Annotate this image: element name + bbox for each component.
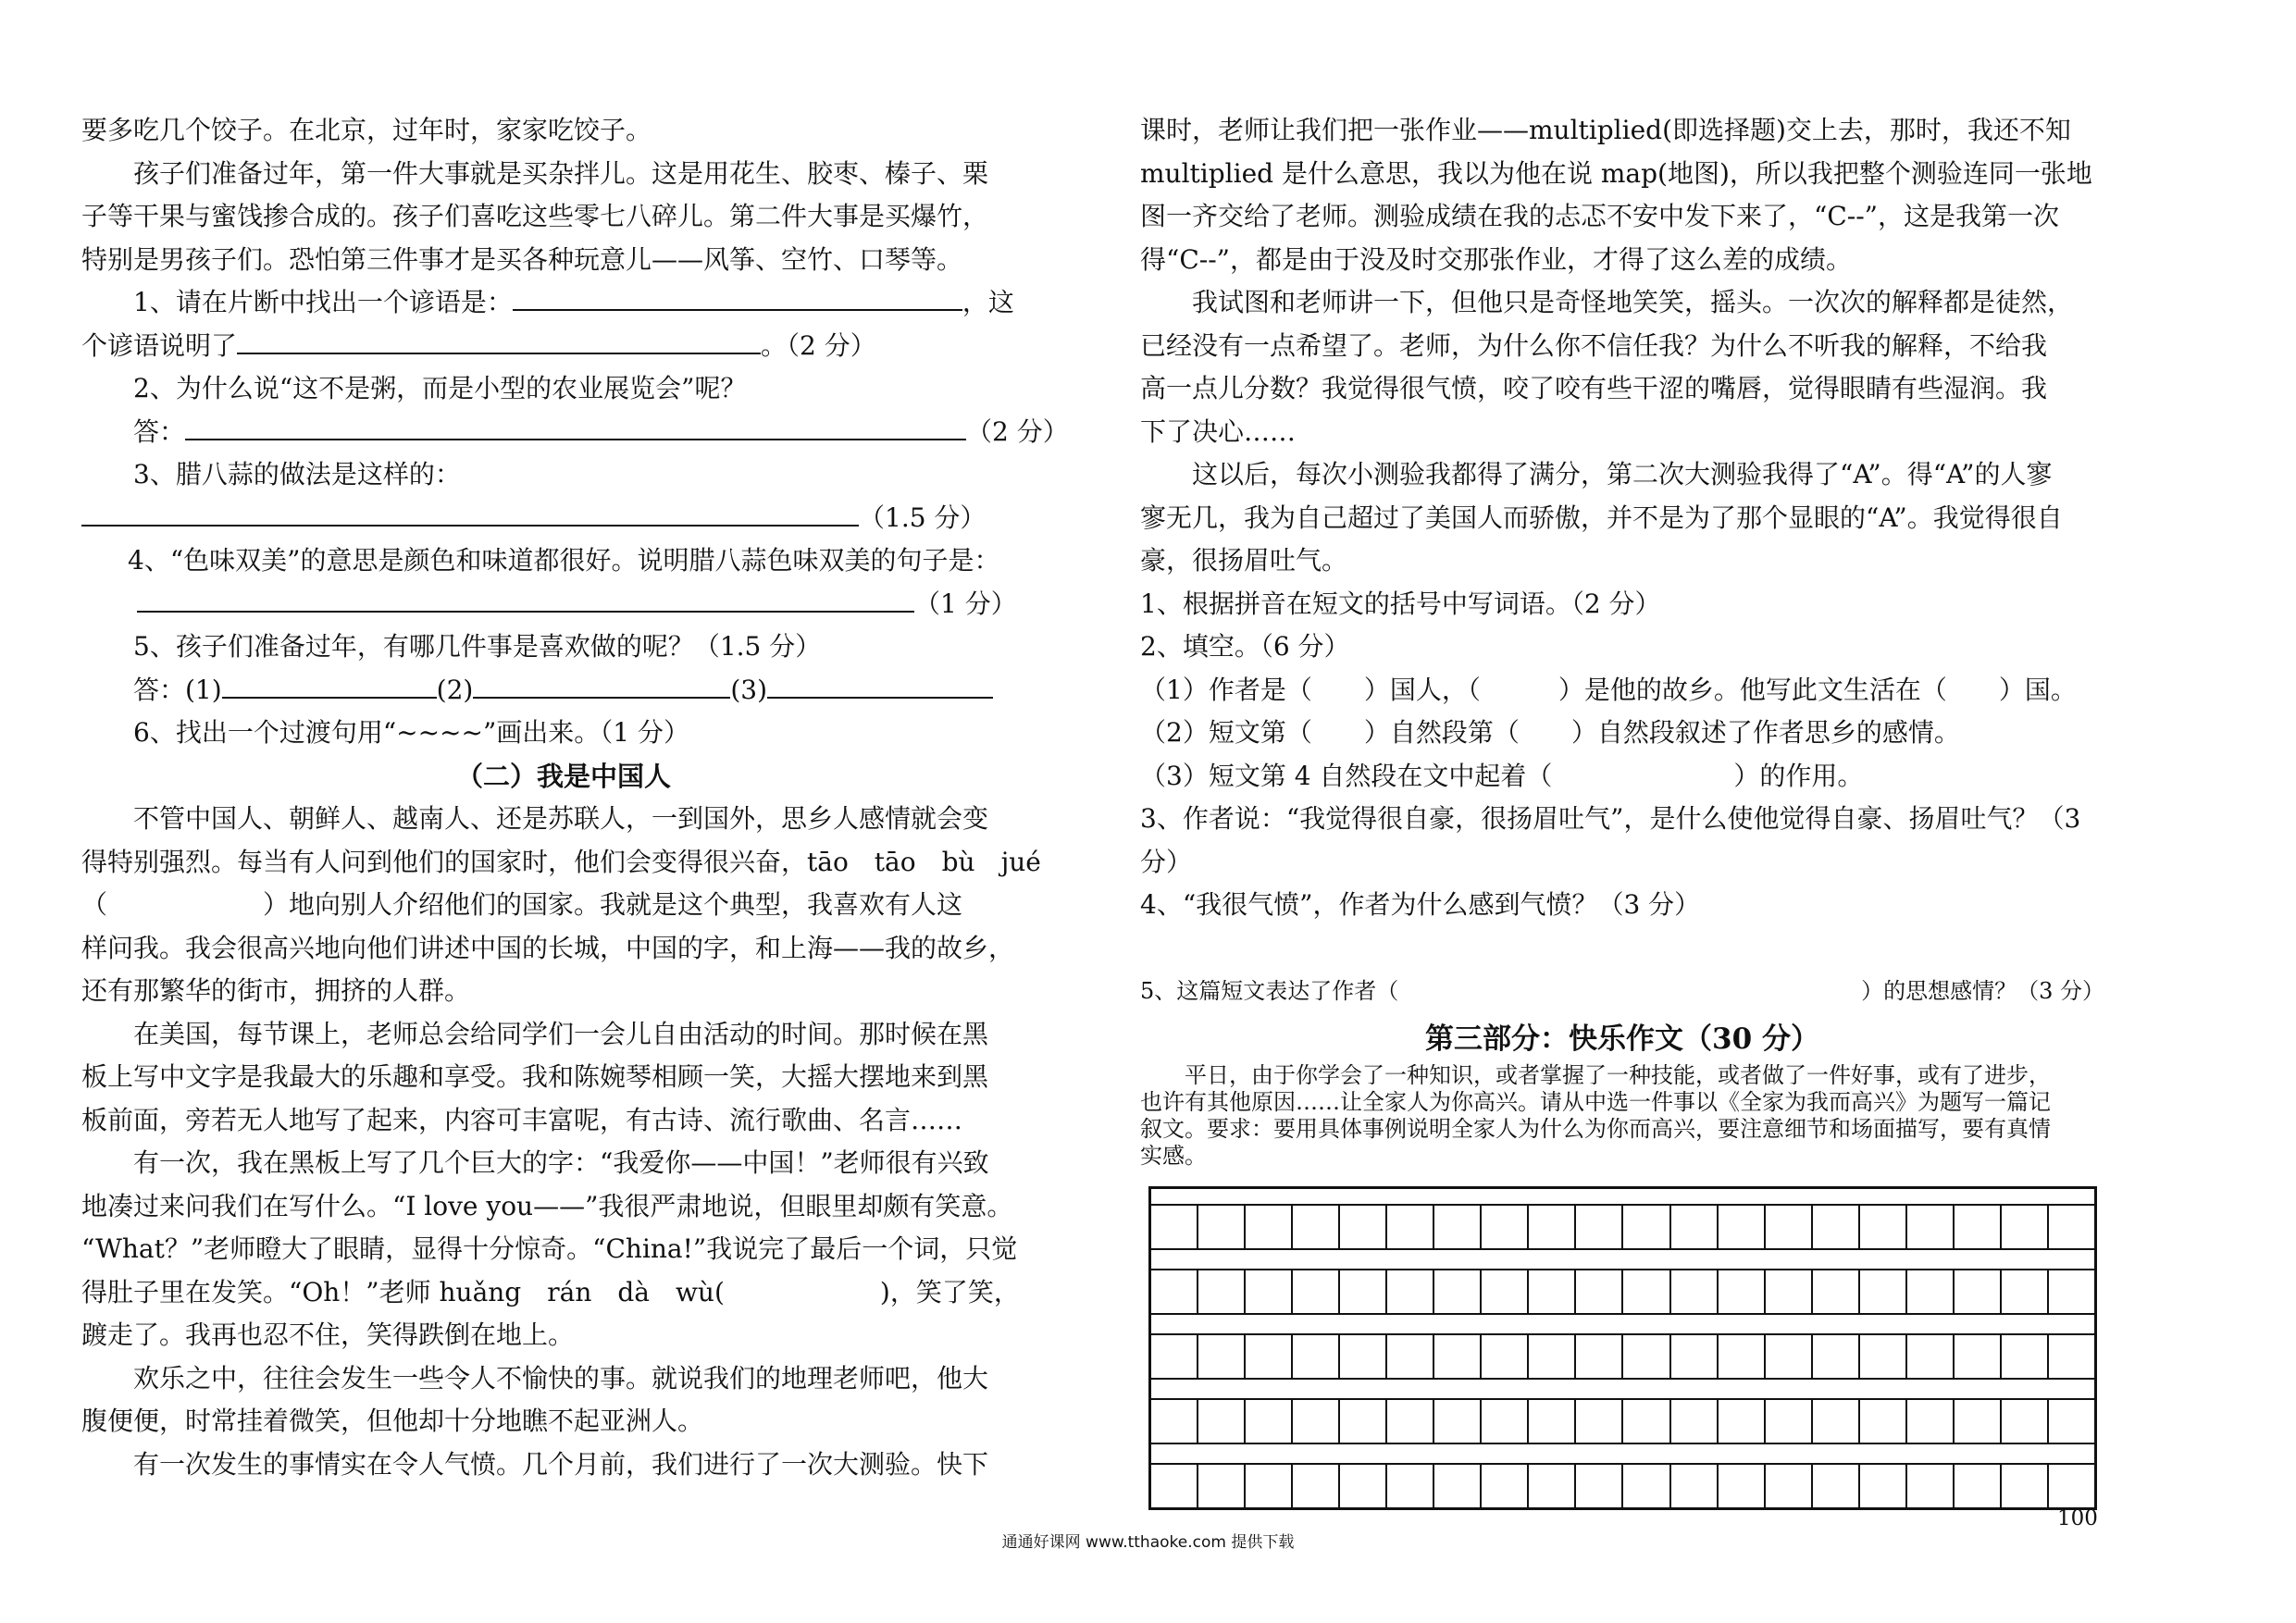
grid-cell[interactable] xyxy=(2049,1206,2094,1248)
question-1 xyxy=(81,281,1046,325)
answer-blank[interactable] xyxy=(185,411,966,440)
grid-cell[interactable] xyxy=(1719,1400,1766,1443)
grid-cell[interactable] xyxy=(1246,1465,1293,1507)
question-4: 4、“色味双美”的意思是颜色和味道都很好。说明腊八蒜色味双美的句子是： xyxy=(128,545,1000,576)
grid-cell[interactable] xyxy=(1246,1270,1293,1313)
question-2-item-1: （1）作者是（ ）国人，（ ）是他的故乡。他写此文生活在（ ）国。 xyxy=(1140,674,2077,705)
grid-cell[interactable] xyxy=(1340,1206,1387,1248)
question-1: 1、根据拼音在短文的括号中写词语。（2 分） xyxy=(1140,588,1661,619)
question-score: （1.5 分） xyxy=(859,502,987,533)
grid-cell[interactable] xyxy=(2002,1335,2049,1378)
question-text: ）的思想感情？（3 分） xyxy=(1861,977,2104,1004)
text-line: 高一点儿分数？我觉得很气愤，咬了咬有些干涩的嘴唇，觉得眼睛有些湿润。我 xyxy=(1140,373,2048,403)
text-line: 板上写中文字是我最大的乐趣和享受。我和陈婉琴相顾一笑，大摇大摆地来到黑 xyxy=(81,1061,989,1092)
grid-cell[interactable] xyxy=(1529,1465,1576,1507)
answer-blank[interactable] xyxy=(767,669,993,699)
grid-cell[interactable] xyxy=(1860,1335,1907,1378)
question-6: 6、找出一个过渡句用“~~~~”画出来。（1 分） xyxy=(133,717,690,748)
grid-cell[interactable] xyxy=(1529,1335,1576,1378)
grid-cell[interactable] xyxy=(1671,1465,1719,1507)
grid-cell[interactable] xyxy=(1813,1465,1860,1507)
question-3: 3、作者说：“我觉得很自豪，很扬眉吐气”，是什么使他觉得自豪、扬眉吐气？（3 xyxy=(1140,803,2081,834)
section-title: （二）我是中国人 xyxy=(455,760,671,792)
grid-cell[interactable] xyxy=(1387,1270,1434,1313)
text-line: 有一次发生的事情实在令人气愤。几个月前，我们进行了一次大测验。快下 xyxy=(133,1448,989,1480)
grid-cell[interactable] xyxy=(1151,1206,1198,1248)
grid-cell[interactable] xyxy=(1576,1206,1623,1248)
grid-cell[interactable] xyxy=(1529,1270,1576,1313)
grid-cell[interactable] xyxy=(1719,1270,1766,1313)
grid-cell[interactable] xyxy=(1576,1465,1623,1507)
left-column xyxy=(81,109,1069,1486)
prompt-line: 实感。 xyxy=(1140,1143,1207,1169)
grid-cell[interactable] xyxy=(1576,1335,1623,1378)
grid-cell[interactable] xyxy=(1907,1270,1955,1313)
grid-cell[interactable] xyxy=(1293,1206,1340,1248)
grid-cell[interactable] xyxy=(1482,1400,1529,1443)
grid-cell[interactable] xyxy=(1482,1335,1529,1378)
text-line: “What？”老师瞪大了眼睛，显得十分惊奇。“China!”我说完了最后一个词，只觉 xyxy=(81,1233,1018,1264)
grid-cell[interactable] xyxy=(1434,1400,1482,1443)
grid-cell[interactable] xyxy=(1293,1400,1340,1443)
grid-cell[interactable] xyxy=(1434,1465,1482,1507)
grid-cell[interactable] xyxy=(1623,1270,1670,1313)
grid-cell[interactable] xyxy=(1246,1206,1293,1248)
question-text: ，这 xyxy=(962,287,1014,317)
text-line: 欢乐之中，往往会发生一些令人不愉快的事。就说我们的地理老师吧，他大 xyxy=(133,1362,989,1394)
question-3: 3、腊八蒜的做法是这样的： xyxy=(133,459,461,489)
answer-space[interactable] xyxy=(1140,927,2104,970)
grid-cell[interactable] xyxy=(2002,1270,2049,1313)
question-2-item-3: （3）短文第 4 自然段在文中起着（ ）的作用。 xyxy=(1140,760,1864,791)
grid-cell[interactable] xyxy=(1813,1270,1860,1313)
grid-cell[interactable] xyxy=(1340,1465,1387,1507)
prompt-line: 平日，由于你学会了一种知识，或者掌握了一种技能，或者做了一件好事，或有了进步， xyxy=(1185,1062,2051,1088)
grid-cell[interactable] xyxy=(1860,1270,1907,1313)
grid-cell[interactable] xyxy=(1623,1335,1670,1378)
grid-cell[interactable] xyxy=(1623,1400,1670,1443)
grid-cell[interactable] xyxy=(1623,1206,1670,1248)
grid-cell[interactable] xyxy=(1813,1400,1860,1443)
text-line: 得“C--”，都是由于没及时交那张作业，才得了这么差的成绩。 xyxy=(1140,243,1852,275)
grid-cell[interactable] xyxy=(1766,1335,1813,1378)
prompt-line: 叙文。要求：要用具体事例说明全家人为什么为你而高兴，要注意细节和场面描写，要有真情 xyxy=(1140,1116,2051,1142)
text-line: （ ）地向别人介绍他们的国家。我就是这个典型，我喜欢有人这 xyxy=(81,889,963,920)
text-line: 下了决心…… xyxy=(1140,415,1297,447)
grid-cell[interactable] xyxy=(1766,1465,1813,1507)
grid-row xyxy=(1151,1398,2094,1444)
grid-cell[interactable] xyxy=(1766,1400,1813,1443)
grid-cell[interactable] xyxy=(1860,1206,1907,1248)
grid-cell[interactable] xyxy=(1671,1270,1719,1313)
grid-row xyxy=(1151,1333,2094,1380)
section-title: 第三部分：快乐作文（30 分） xyxy=(1425,1022,1819,1056)
text-line: 得特别强烈。每当有人问到他们的国家时，他们会变得很兴奋，tāo tāo bù jué xyxy=(81,846,1041,877)
grid-cell[interactable] xyxy=(1434,1270,1482,1313)
text-line: 还有那繁华的街市，拥挤的人群。 xyxy=(81,975,471,1006)
question-5 xyxy=(1140,970,2104,1013)
answer-blank[interactable] xyxy=(473,669,730,699)
question-score: 。（2 分） xyxy=(761,329,876,361)
footer-watermark: 通通好课网 www.tthaoke.com 提供下载 xyxy=(1001,1533,1295,1552)
grid-cell[interactable] xyxy=(1671,1335,1719,1378)
question-4: 4、“我很气愤”，作者为什么感到气愤？（3 分） xyxy=(1140,889,1701,920)
grid-cell[interactable] xyxy=(1719,1465,1766,1507)
grid-cell[interactable] xyxy=(2049,1270,2094,1313)
text-line: 在美国，每节课上，老师总会给同学们一会儿自由活动的时间。那时候在黑 xyxy=(133,1018,989,1049)
grid-cell[interactable] xyxy=(1340,1270,1387,1313)
answer-label: (3) xyxy=(730,674,768,705)
grid-cell[interactable] xyxy=(1198,1465,1246,1507)
question-text: 1、请在片断中找出一个谚语是： xyxy=(133,287,513,317)
text-line: 我试图和老师讲一下，但他只是奇怪地笑笑，摇头。一次次的解释都是徒然， xyxy=(1192,287,2074,317)
grid-row xyxy=(1151,1463,2094,1509)
question-2: 2、填空。（6 分） xyxy=(1140,631,1350,662)
grid-cell[interactable] xyxy=(2002,1465,2049,1507)
grid-cell[interactable] xyxy=(1719,1335,1766,1378)
grid-cell[interactable] xyxy=(1529,1400,1576,1443)
answer-label: 答：(1) xyxy=(133,674,222,705)
text-line: 有一次，我在黑板上写了几个巨大的字：“我爱你——中国！”老师很有兴致 xyxy=(133,1147,989,1178)
text-line: 已经没有一点希望了。老师，为什么你不信任我？为什么不听我的解释，不给我 xyxy=(1140,329,2048,361)
grid-cell[interactable] xyxy=(1671,1400,1719,1443)
grid-cell[interactable] xyxy=(1293,1335,1340,1378)
text-line: 地凑过来问我们在写什么。“I love you——”我很严肃地说，但眼里却颇有笑意。 xyxy=(81,1190,1013,1221)
grid-cell[interactable] xyxy=(1387,1465,1434,1507)
grid-cell[interactable] xyxy=(1482,1206,1529,1248)
answer-blank[interactable] xyxy=(222,669,437,699)
grid-cell[interactable] xyxy=(1340,1335,1387,1378)
grid-cell[interactable] xyxy=(1151,1400,1198,1443)
grid-cell[interactable] xyxy=(2049,1335,2094,1378)
grid-cell[interactable] xyxy=(1434,1335,1482,1378)
question-text: 5、这篇短文表达了作者（ xyxy=(1140,977,1399,1004)
question-5-answer xyxy=(81,669,1046,712)
grid-cell[interactable] xyxy=(1671,1206,1719,1248)
text-line: 不管中国人、朝鲜人、越南人、还是苏联人，一到国外，思乡人感情就会变 xyxy=(133,803,989,834)
page-number: 100 xyxy=(2057,1506,2098,1530)
answer-blank[interactable] xyxy=(513,281,962,311)
grid-cell[interactable] xyxy=(2002,1206,2049,1248)
answer-blank[interactable] xyxy=(81,497,859,527)
text-line: 豪，很扬眉吐气。 xyxy=(1140,545,1348,576)
grid-row xyxy=(1151,1204,2094,1250)
text-line: 寥无几，我为自己超过了美国人而骄傲，并不是为了那个显眼的“A”。我觉得很自 xyxy=(1140,502,2063,533)
grid-cell[interactable] xyxy=(1576,1400,1623,1443)
grid-cell[interactable] xyxy=(1151,1335,1198,1378)
grid-cell[interactable] xyxy=(1813,1206,1860,1248)
question-3-answer xyxy=(81,497,1046,540)
grid-cell[interactable] xyxy=(1482,1465,1529,1507)
grid-cell[interactable] xyxy=(2049,1400,2094,1443)
grid-cell[interactable] xyxy=(1955,1400,2002,1443)
grid-cell[interactable] xyxy=(1860,1400,1907,1443)
text-line: 课时，老师让我们把一张作业——multiplied(即选择题)交上去，那时，我还不知 xyxy=(1140,115,2071,145)
question-2: 2、为什么说“这不是粥，而是小型的农业展览会”呢？ xyxy=(133,373,747,403)
grid-cell[interactable] xyxy=(2002,1400,2049,1443)
grid-cell[interactable] xyxy=(1907,1465,1955,1507)
grid-cell[interactable] xyxy=(1246,1400,1293,1443)
grid-cell[interactable] xyxy=(1955,1270,2002,1313)
grid-cell[interactable] xyxy=(1907,1400,1955,1443)
text-line: 孩子们准备过年，第一件大事就是买杂拌儿。这是用花生、胶枣、榛子、栗 xyxy=(133,157,989,189)
question-score: （2 分） xyxy=(966,415,1069,447)
grid-cell[interactable] xyxy=(1293,1465,1340,1507)
grid-row xyxy=(1151,1269,2094,1315)
grid-cell[interactable] xyxy=(1719,1206,1766,1248)
question-5: 5、孩子们准备过年，有哪几件事是喜欢做的呢？（1.5 分） xyxy=(133,631,822,662)
prompt-line: 也许有其他原因……让全家人为你高兴。请从中选一件事以《全家为我而高兴》为题写一篇记 xyxy=(1140,1089,2051,1115)
text-line: 要多吃几个饺子。在北京，过年时，家家吃饺子。 xyxy=(81,115,652,145)
grid-cell[interactable] xyxy=(1955,1206,2002,1248)
grid-cell[interactable] xyxy=(1387,1400,1434,1443)
grid-cell[interactable] xyxy=(1246,1335,1293,1378)
grid-cell[interactable] xyxy=(1623,1465,1670,1507)
grid-cell[interactable] xyxy=(1813,1335,1860,1378)
grid-cell[interactable] xyxy=(1576,1270,1623,1313)
text-line: 子等干果与蜜饯掺合成的。孩子们喜吃这些零七八碎儿。第二件大事是买爆竹， xyxy=(81,201,989,231)
grid-cell[interactable] xyxy=(1955,1335,2002,1378)
grid-cell[interactable] xyxy=(1198,1206,1246,1248)
grid-cell[interactable] xyxy=(1907,1335,1955,1378)
question-1-cont xyxy=(81,325,1046,368)
text-line: 得肚子里在发笑。“Oh！”老师 huǎng rán dà wù( )，笑了笑， xyxy=(81,1276,1020,1307)
answer-blank[interactable] xyxy=(137,583,914,613)
grid-cell[interactable] xyxy=(1151,1465,1198,1507)
text-line: 板前面，旁若无人地写了起来，内容可丰富呢，有古诗、流行歌曲、名言…… xyxy=(81,1104,963,1135)
grid-cell[interactable] xyxy=(1387,1335,1434,1378)
grid-cell[interactable] xyxy=(1151,1270,1198,1313)
text-line: multiplied 是什么意思，我以为他在说 map(地图)，所以我把整个测验连同一张地 xyxy=(1140,157,2092,189)
text-line: 踱走了。我再也忍不住，笑得跌倒在地上。 xyxy=(81,1319,575,1350)
answer-label: 答： xyxy=(133,415,186,447)
grid-cell[interactable] xyxy=(1907,1206,1955,1248)
grid-cell[interactable] xyxy=(1766,1206,1813,1248)
grid-cell[interactable] xyxy=(1955,1465,2002,1507)
grid-cell[interactable] xyxy=(1198,1270,1246,1313)
text-line: 样问我。我会很高兴地向他们讲述中国的长城，中国的字，和上海——我的故乡， xyxy=(81,932,1015,963)
grid-cell[interactable] xyxy=(1387,1206,1434,1248)
question-score: （1 分） xyxy=(914,588,1017,619)
question-2-item-2: （2）短文第（ ）自然段第（ ）自然段叙述了作者思乡的感情。 xyxy=(1140,717,1960,748)
answer-label: (2) xyxy=(436,674,474,705)
grid-cell[interactable] xyxy=(1198,1335,1246,1378)
grid-cell[interactable] xyxy=(2049,1465,2094,1507)
answer-blank[interactable] xyxy=(237,325,761,354)
grid-cell[interactable] xyxy=(1766,1270,1813,1313)
grid-cell[interactable] xyxy=(1340,1400,1387,1443)
question-3-cont: 分） xyxy=(1140,846,1193,877)
grid-cell[interactable] xyxy=(1482,1270,1529,1313)
question-text: 个谚语说明了 xyxy=(81,329,238,361)
text-line: 特别是男孩子们。恐怕第三件事才是买各种玩意儿——风筝、空竹、口琴等。 xyxy=(81,243,963,275)
grid-cell[interactable] xyxy=(1860,1465,1907,1507)
question-2-answer xyxy=(81,411,1069,454)
grid-cell[interactable] xyxy=(1434,1206,1482,1248)
text-line: 腹便便，时常挂着微笑，但他却十分地瞧不起亚洲人。 xyxy=(81,1406,704,1436)
composition-grid[interactable] xyxy=(1148,1186,2097,1510)
grid-cell[interactable] xyxy=(1529,1206,1576,1248)
question-4-answer xyxy=(81,583,1046,626)
right-column xyxy=(1140,109,2104,1170)
grid-cell[interactable] xyxy=(1293,1270,1340,1313)
text-line: 图一齐交给了老师。测验成绩在我的忐忑不安中发下来了，“C--”，这是我第一次 xyxy=(1140,201,2059,231)
grid-cell[interactable] xyxy=(1198,1400,1246,1443)
text-line: 这以后，每次小测验我都得了满分，第二次大测验我得了“A”。得“A”的人寥 xyxy=(1192,459,2053,489)
